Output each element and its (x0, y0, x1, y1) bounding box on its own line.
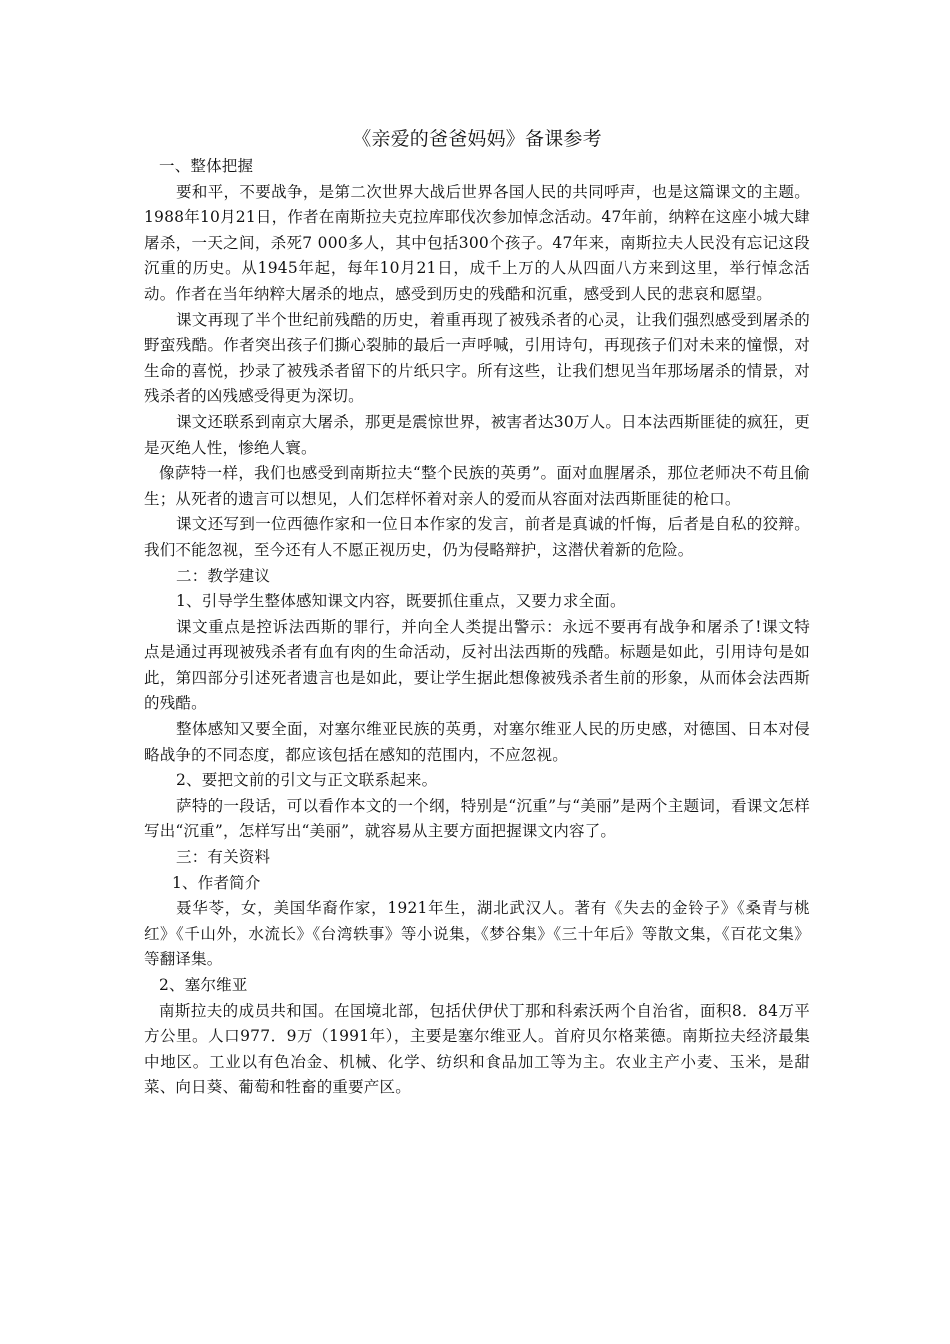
paragraph: 南斯拉夫的成员共和国。在国境北部，包括伏伊伏丁那和科索沃两个自治省，面积8．84万平方公里。人口977．9万（1991年），主要是塞尔维亚人。首府贝尔格莱德。南斯拉夫经济最集中地区。工业以有色冶金、机械、化学、纺织和食品加工等为主。农业主产小麦、玉米，是甜菜、向日葵、葡萄和牲畜的重要产区。 (144, 1001, 810, 1097)
paragraph: 像萨特一样，我们也感受到南斯拉夫“整个民族的英勇”。面对血腥屠杀，那位老师决不苟且偷生；从死者的遗言可以想见，人们怎样怀着对亲人的爱而从容面对法西斯匪徒的枪口。 (144, 464, 810, 508)
paragraph: 萨特的一段话，可以看作本文的一个纲，特别是“沉重”与“美丽”是两个主题词，看课文怎样写出“沉重”，怎样写出“美丽”，就容易从主要方面把握课文内容了。 (144, 796, 810, 841)
document-body (144, 124, 810, 1101)
section-heading-overview: 一、整体把握 (159, 157, 254, 175)
paragraph: 课文再现了半个世纪前残酷的历史，着重再现了被残杀者的心灵，让我们强烈感受到屠杀的野蛮残酷。作者突出孩子们撕心裂肺的最后一声呼喊，引用诗句，再现孩子们对未来的憧憬，对生命的喜悦，抄录了被残杀者留下的片纸只字。所有这些，让我们想见当年那场屠杀的情景，对残杀者的凶残感受得更为深切。 (144, 310, 810, 406)
subheading: 1、引导学生整体感知课文内容，既要抓住重点，又要力求全面。 (176, 592, 626, 611)
subheading: 2、塞尔维亚 (159, 976, 248, 994)
section-heading-materials: 三：有关资料 (176, 848, 271, 867)
paragraph: 聂华苓，女，美国华裔作家，1921年生，湖北武汉人。著有《失去的金铃子》《桑青与桃红》《千山外，水流长》《台湾轶事》等小说集，《梦谷集》《三十年后》等散文集，《百花文集》等翻译集。 (144, 899, 810, 969)
paragraph: 课文还写到一位西德作家和一位日本作家的发言，前者是真诚的忏悔，后者是自私的狡辩。我们不能忽视，至今还有人不愿正视历史，仍为侵略辩护，这潜伏着新的危险。 (144, 515, 810, 559)
section-heading-teaching: 二：教学建议 (176, 566, 271, 585)
paragraph: 课文还联系到南京大屠杀，那更是震惊世界，被害者达30万人。日本法西斯匪徒的疯狂，更是灭绝人性，惨绝人寰。 (144, 412, 810, 457)
paragraph: 课文重点是控诉法西斯的罪行，并向全人类提出警示：永远不要再有战争和屠杀了!课文特点是通过再现被残杀者有血有肉的生命活动，反衬出法西斯的残酷。标题是如此，引用诗句是如此，第四部分引述死者遗言也是如此，要让学生据此想像被残杀者生前的形象，从而体会法西斯的残酷。 (144, 617, 810, 713)
page-title: 《亲爱的爸爸妈妈》备课参考 (352, 128, 602, 150)
paragraph: 整体感知又要全面，对塞尔维亚民族的英勇，对塞尔维亚人民的历史感，对德国、日本对侵略战争的不同态度，都应该包括在感知的范围内，不应忽视。 (144, 720, 810, 764)
paragraph: 要和平，不要战争，是第二次世界大战后世界各国人民的共同呼声，也是这篇课文的主题。 1988年10月21日，作者在南斯拉夫克拉库耶伐次参加悼念活动。47年前，纳粹在这座小城大肆屠杀，一天之间，杀死7 000多人，其中包括300个孩子。47年来，南斯拉夫人民没有忘记这段沉重的历史。从1945年起，每年10月21日，成千上万的人从四面八方来到这里，举行悼念活动。作者在当年纳粹大屠杀的地点，感受到历史的残酷和沉重，感受到人民的悲哀和愿望。 (144, 182, 810, 303)
subheading: 2、要把文前的引文与正文联系起来。 (176, 771, 438, 790)
subheading: 1、作者简介 (172, 873, 261, 892)
